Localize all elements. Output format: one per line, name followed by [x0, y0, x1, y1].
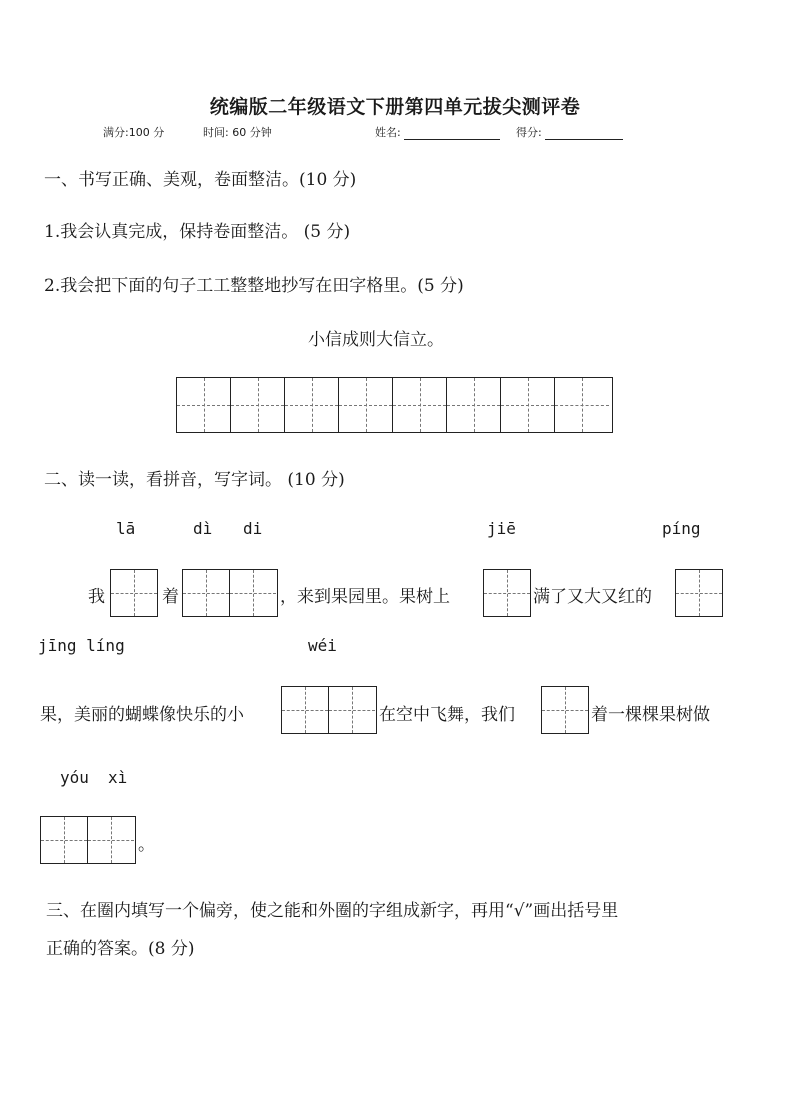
line1-text-1: 我	[88, 587, 105, 607]
pinyin-ping: píng	[662, 519, 701, 538]
tianzige-cell[interactable]	[230, 570, 276, 616]
section1-heading: 一、书写正确、美观，卷面整洁。(10 分)	[44, 170, 357, 190]
name-label: 姓名:	[375, 126, 401, 139]
line1-text-3: ，来到果园里。果树上	[280, 587, 450, 607]
tianzige-cell[interactable]	[88, 817, 134, 863]
tianzige-cell[interactable]	[339, 378, 393, 432]
tianzige-cell[interactable]	[542, 687, 588, 733]
pinyin-jie: jiē	[487, 519, 516, 538]
tianzige-cell[interactable]	[183, 570, 230, 616]
tianzige-cell[interactable]	[41, 817, 88, 863]
pinyin-di1: dì	[193, 519, 213, 538]
line2-text-1: 果，美丽的蝴蝶像快乐的小	[40, 705, 244, 725]
full-score: 满分:100 分	[103, 126, 165, 139]
section1-item2: 2.我会把下面的句子工工整整地抄写在田字格里。(5 分)	[44, 276, 464, 296]
score-field[interactable]	[516, 124, 623, 140]
name-blank[interactable]	[404, 128, 500, 140]
tianzige-cell[interactable]	[501, 378, 555, 432]
tianzige-cell[interactable]	[555, 378, 609, 432]
answer-box-la[interactable]	[110, 569, 158, 617]
line1-text-4: 满了又大又红的	[533, 587, 652, 607]
tianzige-cell[interactable]	[447, 378, 501, 432]
tianzige-cell[interactable]	[484, 570, 530, 616]
tianzige-cell[interactable]	[285, 378, 339, 432]
answer-box-jingling[interactable]	[281, 686, 377, 734]
answer-box-jie[interactable]	[483, 569, 531, 617]
section2-heading: 二、读一读，看拼音，写字词。 (10 分)	[44, 470, 345, 490]
line3-end: 。	[138, 835, 155, 855]
pinyin-wei: wéi	[308, 636, 337, 655]
section1-item1: 1.我会认真完成，保持卷面整洁。 (5 分)	[44, 222, 351, 242]
line1-text-2: 着	[162, 587, 179, 607]
answer-box-ping[interactable]	[675, 569, 723, 617]
copy-sentence: 小信成则大信立。	[308, 330, 444, 350]
pinyin-xi: xì	[108, 768, 128, 787]
tianzige-grid[interactable]	[176, 377, 613, 433]
score-label: 得分:	[516, 126, 542, 139]
answer-box-didi[interactable]	[182, 569, 278, 617]
answer-box-youxi[interactable]	[40, 816, 136, 864]
tianzige-cell[interactable]	[111, 570, 157, 616]
score-blank[interactable]	[545, 128, 623, 140]
name-field[interactable]	[375, 124, 500, 140]
tianzige-cell[interactable]	[231, 378, 285, 432]
answer-box-wei[interactable]	[541, 686, 589, 734]
page-title: 统编版二年级语文下册第四单元拔尖测评卷	[209, 96, 581, 118]
time-limit: 时间: 60 分钟	[203, 126, 272, 139]
tianzige-cell[interactable]	[282, 687, 329, 733]
section3-heading-cont: 正确的答案。(8 分)	[46, 939, 195, 959]
tianzige-cell[interactable]	[676, 570, 722, 616]
pinyin-you: yóu	[60, 768, 89, 787]
line2-text-3: 着一棵棵果树做	[591, 705, 710, 725]
section3-heading: 三、在圈内填写一个偏旁，使之能和外圈的字组成新字，再用“√”画出括号里	[46, 901, 619, 921]
pinyin-la: lā	[116, 519, 136, 538]
tianzige-cell[interactable]	[177, 378, 231, 432]
pinyin-jingling: jīng líng	[38, 636, 125, 655]
tianzige-cell[interactable]	[329, 687, 375, 733]
line2-text-2: 在空中飞舞，我们	[379, 705, 515, 725]
tianzige-cell[interactable]	[393, 378, 447, 432]
pinyin-di2: di	[243, 519, 263, 538]
